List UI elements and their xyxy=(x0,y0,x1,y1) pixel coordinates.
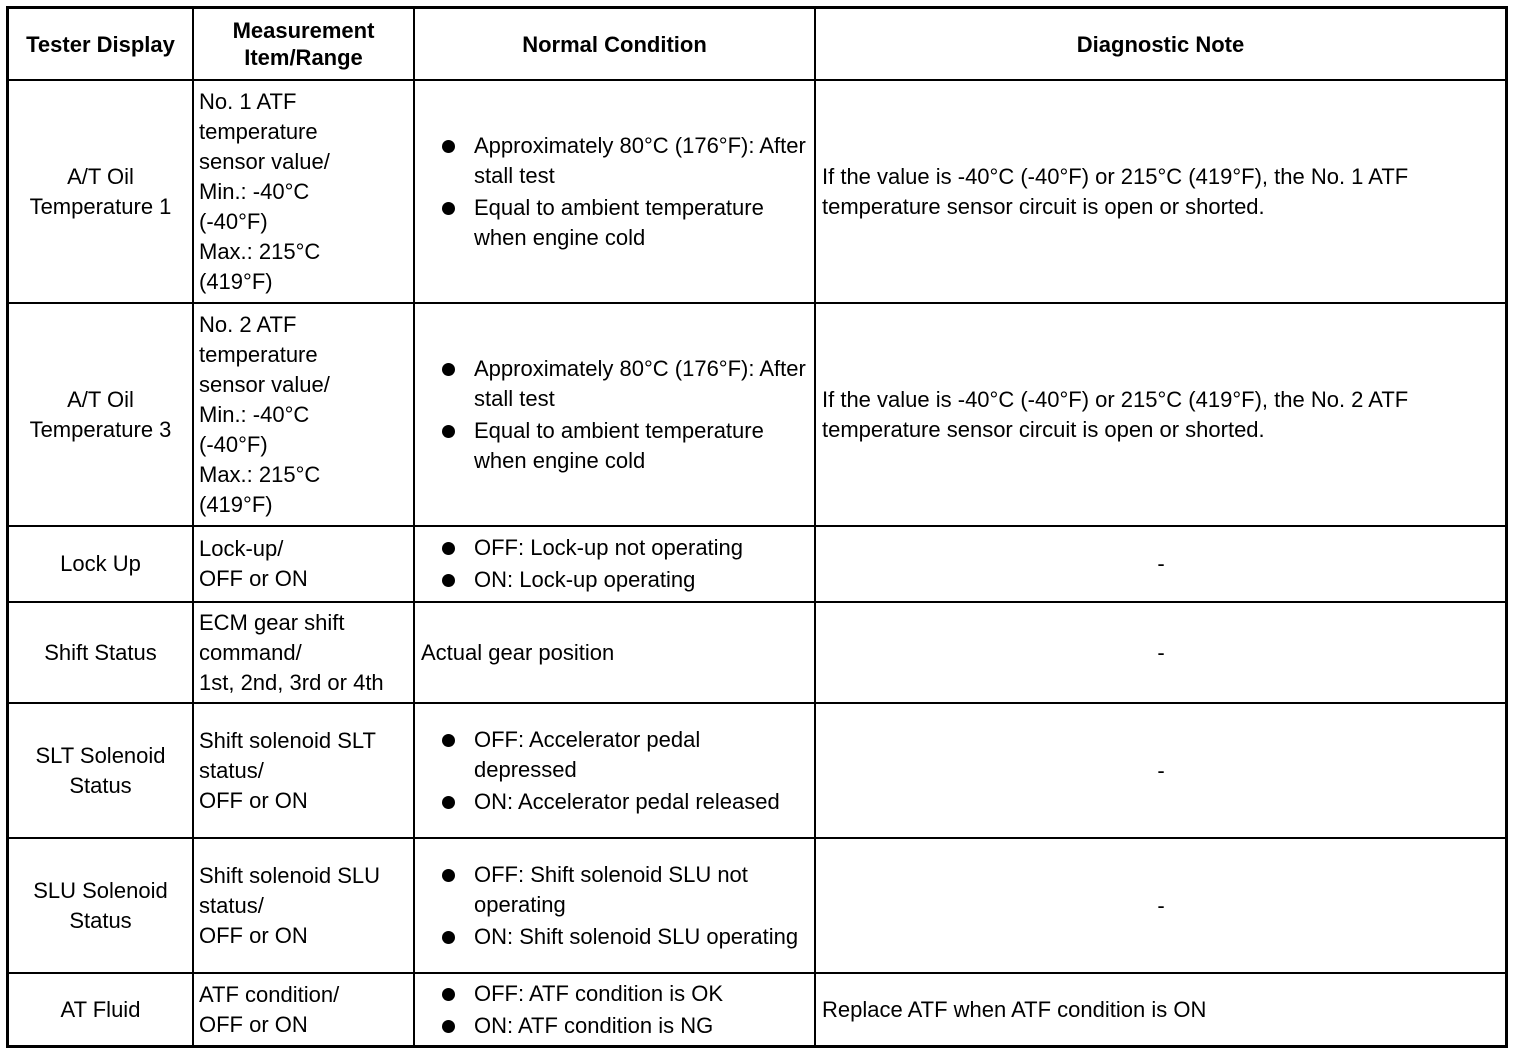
condition-item: Approximately 80°C (176°F): After stall test xyxy=(442,131,809,191)
measurement-line: command/ xyxy=(199,639,302,665)
measurement-line: Min.: -40°C xyxy=(199,401,310,427)
measurement-cell xyxy=(193,526,414,602)
measurement-line: OFF or ON xyxy=(199,566,308,591)
measurement-cell xyxy=(193,303,414,526)
tester-display-cell: SLU Solenoid Status xyxy=(9,838,193,973)
measurement-line: 1st, 2nd, 3rd or 4th xyxy=(199,669,384,695)
measurement-line: OFF or ON xyxy=(199,922,308,948)
table-row xyxy=(9,973,1505,1045)
condition-item: ON: Shift solenoid SLU operating xyxy=(442,922,809,952)
condition-item: ON: ATF condition is NG xyxy=(442,1011,809,1041)
diagnostic-note-cell: - xyxy=(815,602,1505,703)
normal-condition-cell xyxy=(414,703,815,838)
diagnostic-note-cell: - xyxy=(815,838,1505,973)
header-diagnostic-note: Diagnostic Note xyxy=(815,9,1505,80)
condition-item: OFF: Lock-up not operating xyxy=(442,533,809,563)
measurement-line: No. 1 ATF xyxy=(199,88,297,114)
data-list-frame xyxy=(6,6,1508,1048)
diagnostic-note-cell: If the value is -40°C (-40°F) or 215°C (419°F), the No. 2 ATF temperature sensor circuit is open or shorted. xyxy=(815,303,1505,526)
diagnostic-note-cell: If the value is -40°C (-40°F) or 215°C (419°F), the No. 1 ATF temperature sensor circuit is open or shorted. xyxy=(815,80,1505,303)
measurement-line: No. 2 ATF xyxy=(199,311,297,337)
measurement-line: Max.: 215°C xyxy=(199,238,321,264)
measurement-line: ATF condition/ xyxy=(199,981,340,1007)
tester-display-cell: AT Fluid xyxy=(9,973,193,1045)
header-normal-condition: Normal Condition xyxy=(414,9,815,80)
measurement-line: Shift solenoid SLU xyxy=(199,862,380,888)
tester-display-cell: SLT Solenoid Status xyxy=(9,703,193,838)
measurement-line: (-40°F) xyxy=(199,208,268,234)
header-row xyxy=(9,9,1505,80)
data-list-table xyxy=(9,9,1505,1045)
condition-list xyxy=(420,860,809,952)
measurement-line: (-40°F) xyxy=(199,431,268,457)
condition-item: OFF: ATF condition is OK xyxy=(442,979,809,1009)
diagnostic-note-cell: - xyxy=(815,703,1505,838)
measurement-line: temperature xyxy=(199,118,318,144)
tester-display-cell: A/T Oil Temperature 1 xyxy=(9,80,193,303)
measurement-cell xyxy=(193,602,414,703)
measurement-line: (419°F) xyxy=(199,268,273,294)
condition-list xyxy=(420,533,809,595)
measurement-line: Shift solenoid SLT xyxy=(199,727,376,753)
measurement-cell xyxy=(193,703,414,838)
condition-item: OFF: Shift solenoid SLU not operating xyxy=(442,860,809,920)
normal-condition-cell xyxy=(414,80,815,303)
measurement-line: temperature xyxy=(199,341,318,367)
table-row xyxy=(9,703,1505,838)
header-tester-display: Tester Display xyxy=(9,9,193,80)
condition-item: Equal to ambient temperature when engine cold xyxy=(442,416,809,476)
measurement-line: Max.: 215°C xyxy=(199,461,321,487)
normal-condition-cell: Actual gear position xyxy=(414,602,815,703)
measurement-line: OFF or ON xyxy=(199,1011,308,1037)
normal-condition-cell xyxy=(414,838,815,973)
diagnostic-note-cell: Replace ATF when ATF condition is ON xyxy=(815,973,1505,1045)
measurement-cell xyxy=(193,80,414,303)
table-row xyxy=(9,303,1505,526)
header-measurement: Measurement Item/Range xyxy=(193,9,414,80)
measurement-line: sensor value/ xyxy=(199,148,330,174)
table-row xyxy=(9,838,1505,973)
condition-item: Approximately 80°C (176°F): After stall test xyxy=(442,354,809,414)
condition-item: ON: Lock-up operating xyxy=(442,565,809,595)
condition-item: Equal to ambient temperature when engine cold xyxy=(442,193,809,253)
tester-display-cell: Shift Status xyxy=(9,602,193,703)
measurement-line: Lock-up/ xyxy=(199,536,284,561)
condition-item: OFF: Accelerator pedal depressed xyxy=(442,725,809,785)
measurement-line: ECM gear shift xyxy=(199,609,345,635)
measurement-cell xyxy=(193,973,414,1045)
condition-list xyxy=(420,131,809,253)
tester-display-cell: A/T Oil Temperature 3 xyxy=(9,303,193,526)
measurement-line: OFF or ON xyxy=(199,787,308,813)
measurement-line: Min.: -40°C xyxy=(199,178,310,204)
table-row xyxy=(9,526,1505,602)
normal-condition-cell xyxy=(414,303,815,526)
condition-list xyxy=(420,354,809,476)
normal-condition-cell xyxy=(414,973,815,1045)
measurement-line: sensor value/ xyxy=(199,371,330,397)
condition-list xyxy=(420,979,809,1041)
diagnostic-note-cell: - xyxy=(815,526,1505,602)
table-row xyxy=(9,602,1505,703)
tester-display-cell: Lock Up xyxy=(9,526,193,602)
measurement-line: status/ xyxy=(199,892,264,918)
measurement-cell xyxy=(193,838,414,973)
table-row xyxy=(9,80,1505,303)
measurement-line: status/ xyxy=(199,757,264,783)
normal-condition-cell xyxy=(414,526,815,602)
condition-item: ON: Accelerator pedal released xyxy=(442,787,809,817)
measurement-line: (419°F) xyxy=(199,491,273,517)
condition-list xyxy=(420,725,809,817)
